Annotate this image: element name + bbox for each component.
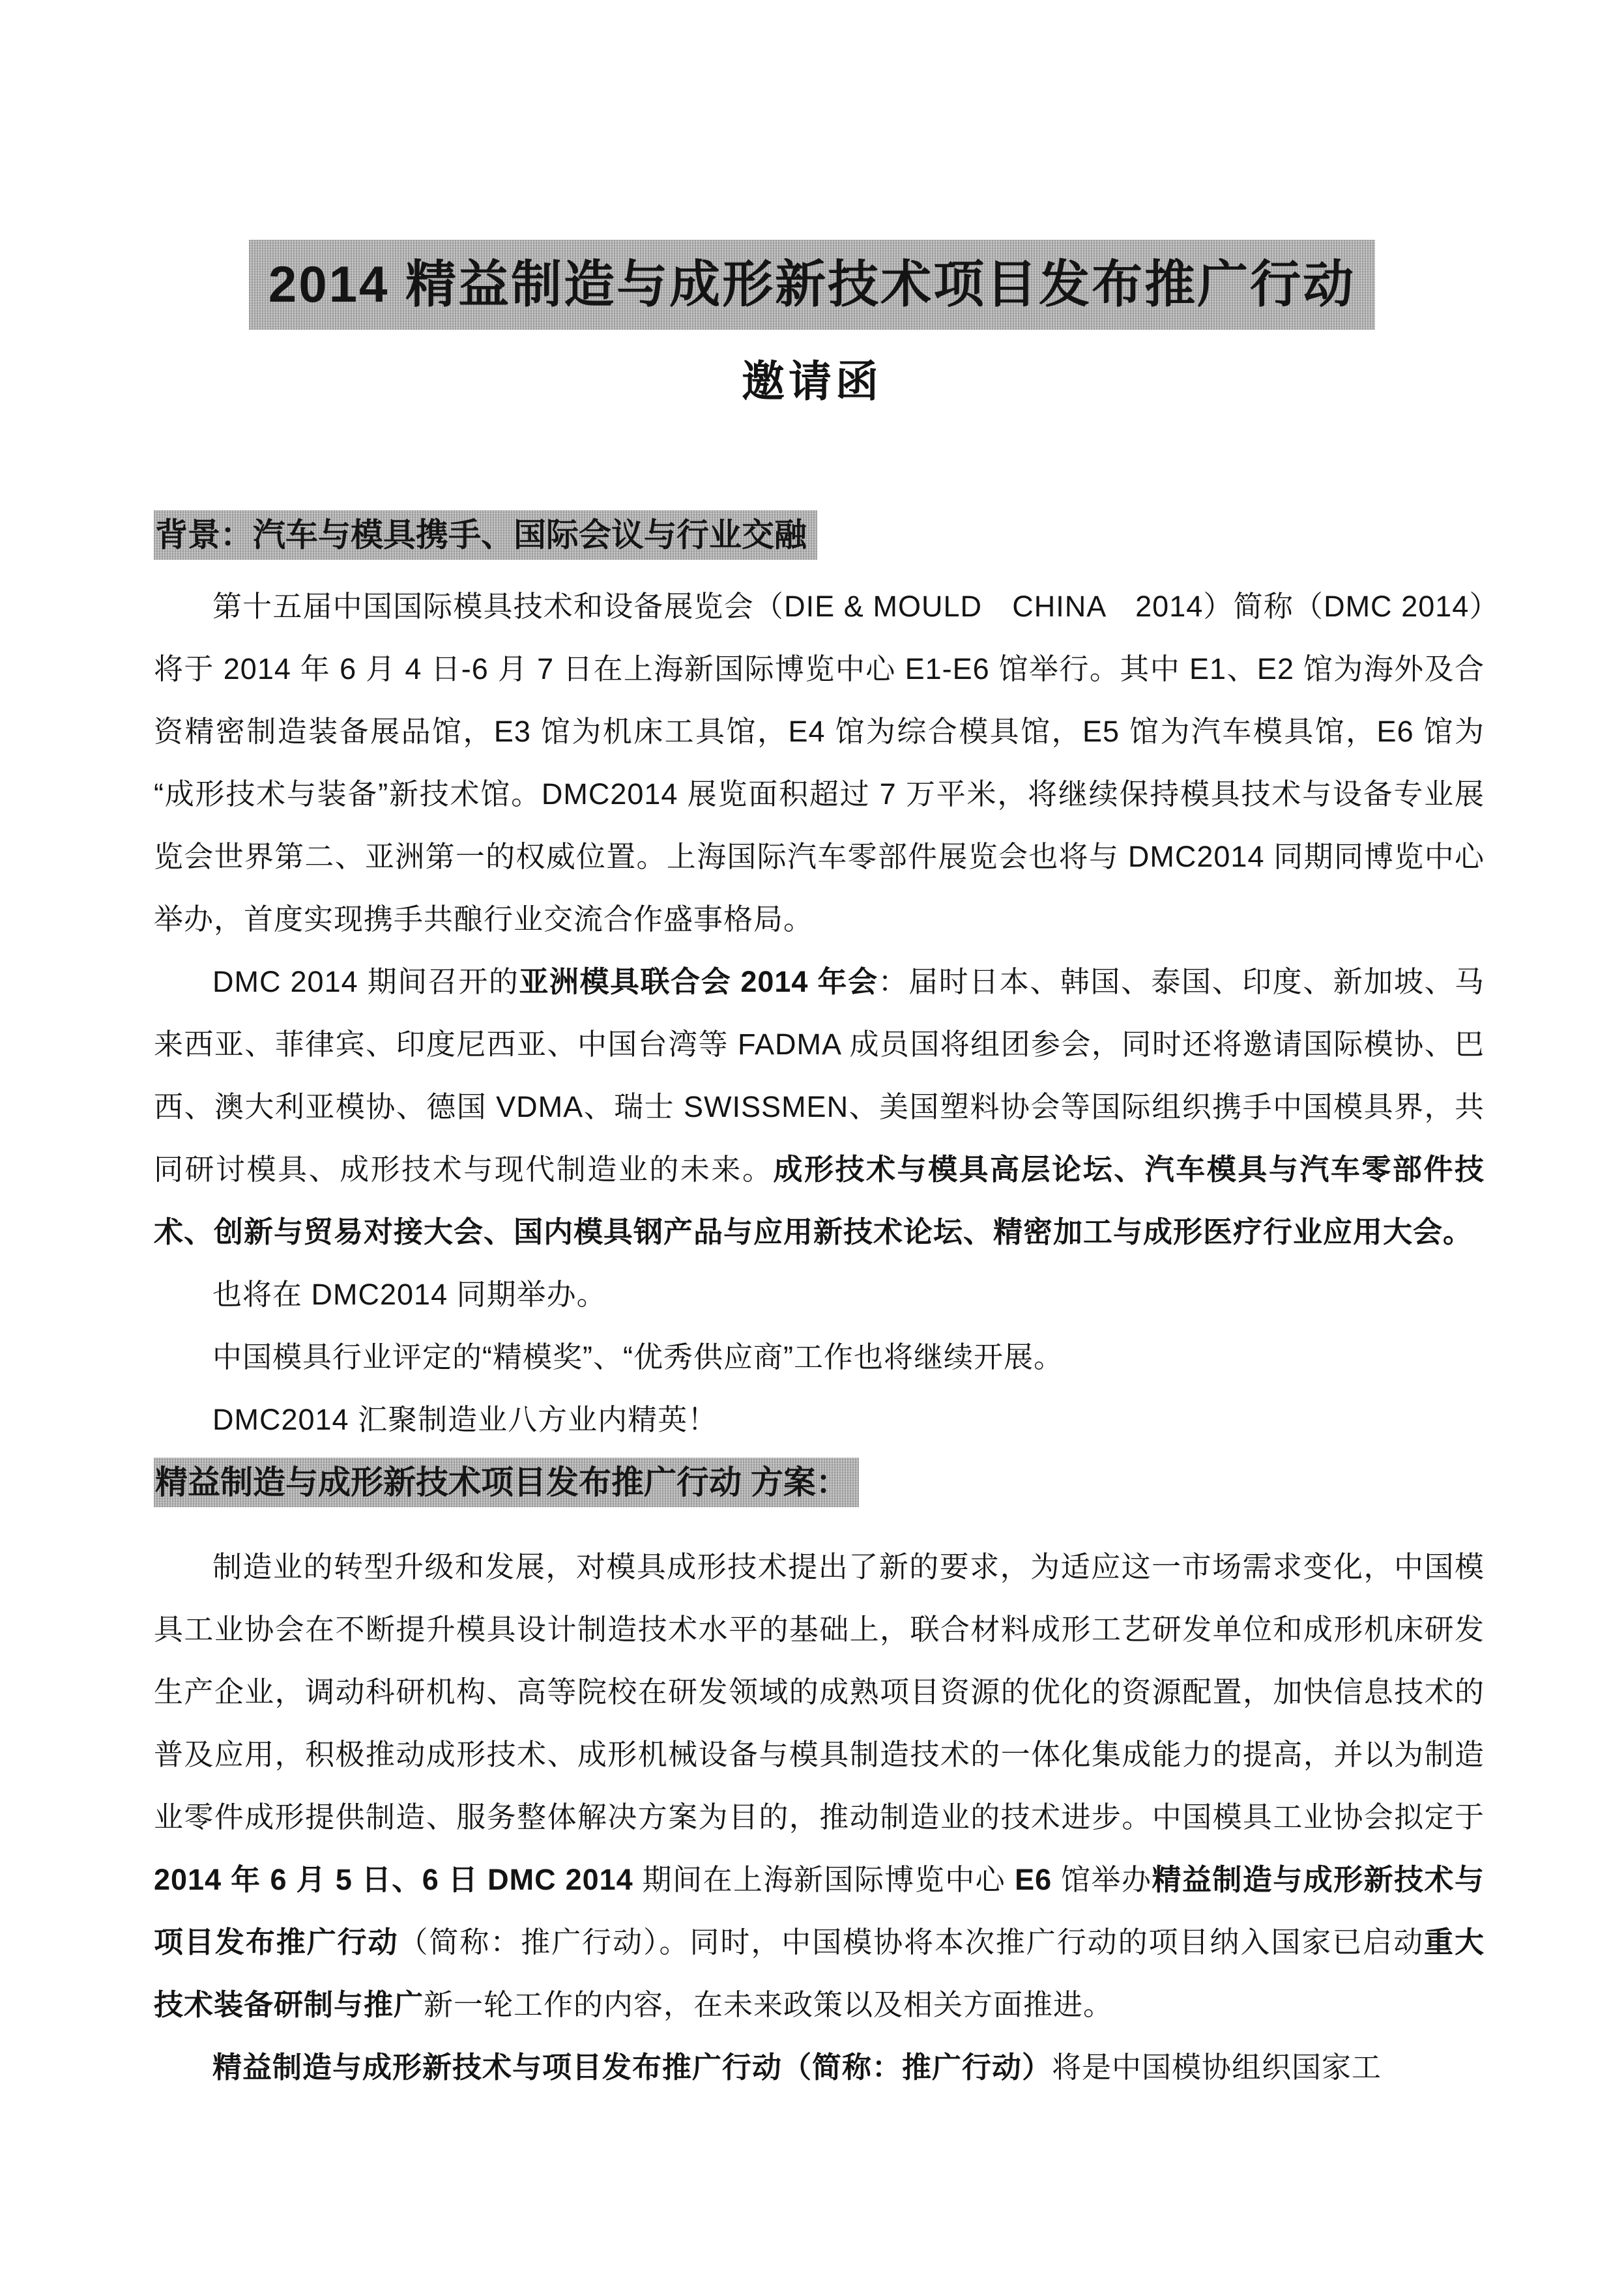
paragraph-text: 中国模具行业评定的“精模奖”、“优秀供应商”工作也将继续开展。 <box>212 1340 1064 1374</box>
paragraph-elites <box>154 1389 1485 1451</box>
paragraph-text-bold: E6 <box>1015 1862 1052 1896</box>
paragraph-plan-detail <box>154 1536 1485 2036</box>
paragraph-text: 第十五届中国国际模具技术和设备展览会（DIE & MOULD CHINA 2014）简称（DMC 2014）将于 2014 年 6 月 4 日-6 月 7 日在上海新国际博览中心 E1-E6 馆举行。其中 E1、E2 馆为海外及合资精密制造装备展品馆，E3 馆为机床工具馆，E4 馆为综合模具馆，E5 馆为汽车模具馆，E6 馆为“成形技术与装备”新技术馆。DMC2014 展览面积超过 7 万平米，将继续保持模具技术与设备专业展览会世界第二、亚洲第一的权威位置。上海国际汽车零部件展览会也将与 DMC2014 同期同博览中心举办，首度实现携手共酿行业交流合作盛事格局。 <box>154 589 1485 936</box>
paragraph-concurrent-events <box>154 1263 1485 1326</box>
paragraph-text-bold: 精益制造与成形新技术与项目发布推广行动（简称：推广行动） <box>212 2050 1052 2084</box>
paragraph-text-bold: 成形技术与模具高层论坛、汽车模具与汽车零部件技术、创新与贸易对接大会、国内模具钢产品与应用新技术论坛、精密加工与成形医疗行业应用大会。 <box>154 1152 1485 1248</box>
section-heading-plan-text: 精益制造与成形新技术项目发布推广行动 方案： <box>154 1458 859 1507</box>
paragraph-text: DMC2014 汇聚制造业八方业内精英！ <box>212 1402 718 1436</box>
paragraph-text: 将是中国模协组织国家工 <box>1052 2050 1382 2084</box>
paragraph-text-bold: 亚洲模具联合会 2014 年会 <box>519 964 878 998</box>
section-heading-background-text: 背景：汽车与模具携手、国际会议与行业交融 <box>154 510 817 560</box>
paragraph-awards <box>154 1326 1485 1389</box>
paragraph-text: 期间在上海新国际博览中心 <box>633 1862 1015 1896</box>
paragraph-text-bold: 2014 年 6 月 5 日、6 日 DMC 2014 <box>154 1862 633 1896</box>
paragraph-text: ：届时日本、韩国、泰国、印度、新加坡、马来西亚、菲律宾、印度尼西亚、中国台湾等 FADMA 成员国将组团参会，同时还将邀请国际模协、巴西、澳大利亚模协、德国 VDMA、瑞士 SWISSMEN、美国塑料协会等国际组织携手中国模具界，共同研讨模具、成形技术与现代制造业的未来。 <box>154 964 1485 1186</box>
document-title: 2014 精益制造与成形新技术项目发布推广行动 <box>249 240 1375 330</box>
paragraph-text: 馆举办 <box>1052 1862 1152 1896</box>
paragraph-fadma-meeting <box>154 951 1485 1263</box>
paragraph-text: （简称：推广行动）。同时，中国模协将本次推广行动的项目纳入国家已启动 <box>398 1925 1425 1959</box>
document-body <box>0 504 1624 2099</box>
paragraph-text: 制造业的转型升级和发展，对模具成形技术提出了新的要求，为适应这一市场需求变化，中国模具工业协会在不断提升模具设计制造技术水平的基础上，联合材料成形工艺研发单位和成形机床研发生产企业，调动科研机构、高等院校在研发领域的成熟项目资源的优化的资源配置，加快信息技术的普及应用，积极推动成形技术、成形机械设备与模具制造技术的一体化集成能力的提高，并以为制造业零件成形提供制造、服务整体解决方案为目的，推动制造业的技术进步。中国模具工业协会拟定于 <box>154 1550 1485 1834</box>
section-heading-plan <box>154 1451 1485 1514</box>
document-subtitle: 邀请函 <box>742 356 882 405</box>
paragraph-text: 也将在 DMC2014 同期举办。 <box>212 1277 607 1311</box>
paragraph-exhibition-intro <box>154 575 1485 951</box>
paragraph-text-bold: 精益制造与成形新技术与项目发布推广行动 <box>154 1862 1485 1959</box>
paragraph-text: 新一轮工作的内容，在未来政策以及相关方面推进。 <box>424 1987 1114 2021</box>
paragraph-text: DMC 2014 期间召开的 <box>212 964 519 998</box>
title-block <box>0 0 1624 409</box>
section-heading-background <box>154 504 1485 566</box>
paragraph-text-bold: 重大技术装备研制与推广 <box>154 1925 1485 2021</box>
paragraph-closing <box>154 2036 1485 2099</box>
